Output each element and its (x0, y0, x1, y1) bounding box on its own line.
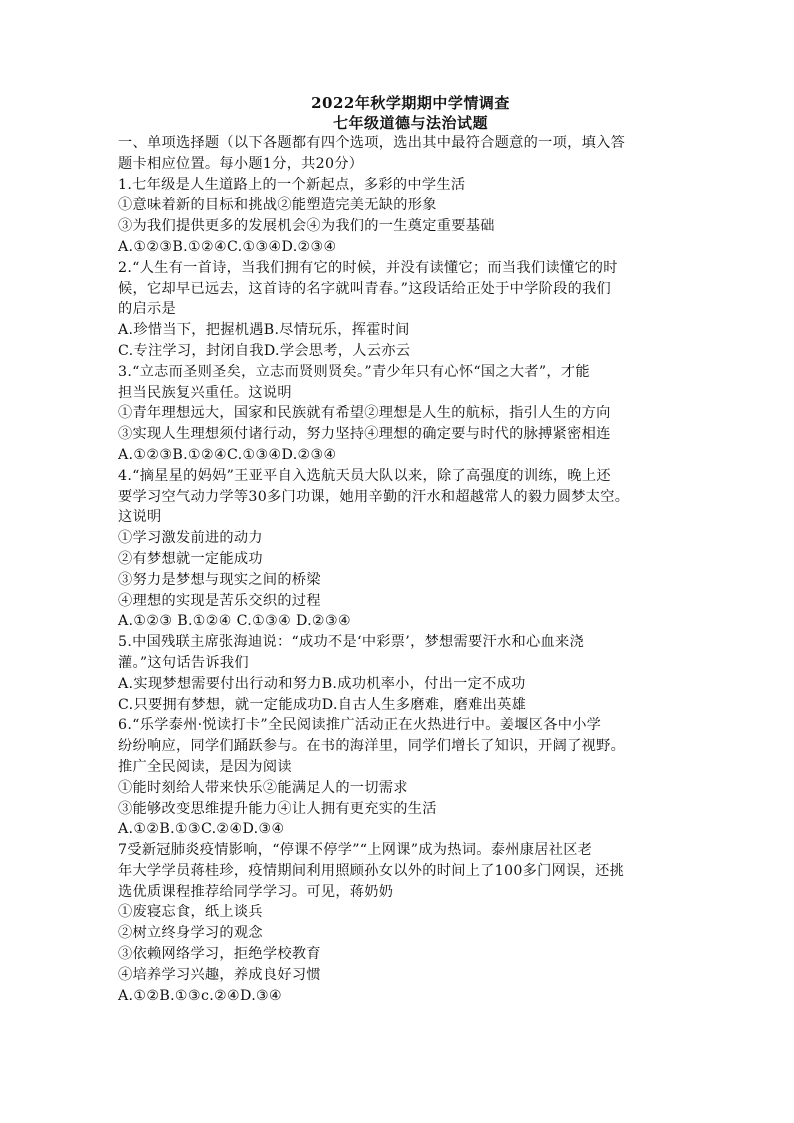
text-line: 5.中国残联主席张海迪说：“成功不是‘中彩票’，梦想需要汗水和心血来浇 (118, 634, 584, 651)
text-line: 一、单项选择题（以下各题都有四个选项，选出其中最符合题意的一项，填入答 (118, 135, 626, 151)
exam-title: 2022年秋学期期中学情调查 (311, 94, 510, 112)
text-line: A.①②B.①③C.②④D.③④ (118, 821, 285, 838)
text-line: ②树立终身学习的观念 (118, 925, 263, 942)
text-line: A.实现梦想需要付出行动和努力B.成功机率小，付出一定不成功 (118, 675, 526, 692)
text-line: 候，它却早已远去，这首诗的名字就叫青春。”这段话给正处于中学阶段的我们 (118, 280, 612, 297)
text-line: 年大学学员蒋桂珍，疫情期间利用照顾孙女以外的时间上了100多门网误，还挑 (118, 862, 625, 879)
text-line: ②有梦想就一定能成功 (118, 550, 263, 567)
text-line: 推广全民阅读，是因为阅读 (118, 758, 292, 775)
exam-page (118, 93, 683, 1006)
text-line: 要学习空气动力学等30多门功课，她用辛勤的汗水和超越常人的毅力圆梦太空。 (118, 488, 630, 505)
text-line: ④培养学习兴趣，养成良好习惯 (118, 966, 321, 983)
text-line: 4.“摘星星的妈妈”王亚平自入选航天员大队以来，除了高强度的训练，晚上还 (118, 467, 611, 484)
text-line: ①青年理想远大，国家和民族就有希望②理想是人生的航标，指引人生的方向 (118, 405, 611, 422)
text-line: A.①②③B.①②④C.①③④D.②③④ (118, 446, 337, 463)
text-line: A.①②B.①③c.②④D.③④ (118, 987, 283, 1004)
text-line: 2.“人生有一首诗，当我们拥有它的时候，并没有读懂它；而当我们读懂它的时 (118, 259, 618, 276)
text-line: A.①②③B.①②④C.①③④D.②③④ (118, 238, 337, 255)
text-line: 7受新冠肺炎疫情影响，“停课不停学”“上网课”成为热词。泰州康居社区老 (118, 842, 593, 859)
text-line: C.只要拥有梦想，就一定能成功D.自古人生多磨难，磨难出英雄 (118, 696, 527, 713)
text-line: ③努力是梦想与现实之间的桥梁 (118, 571, 321, 588)
text-line: A.珍惜当下，把握机遇B.尽情玩乐，挥霍时间 (118, 322, 410, 339)
text-line: 的启示是 (118, 301, 176, 318)
text-line: 灌。”这句话告诉我们 (118, 654, 249, 671)
text-line: ①意味着新的目标和挑战②能塑造完美无缺的形象 (118, 197, 437, 214)
text-line: ①废寝忘食，纸上谈兵 (118, 904, 263, 921)
text-line: A.①②③ B.①②④ C.①③④ D.②③④ (118, 613, 351, 630)
text-line: ③为我们提供更多的发展机会④为我们的一生奠定重要基础 (118, 218, 495, 235)
text-line: ④理想的实现是苦乐交织的过程 (118, 592, 321, 609)
text-line: 1.七年级是人生道路上的一个新起点，多彩的中学生活 (118, 176, 466, 193)
exam-subtitle: 七年级道德与法治试题 (332, 114, 488, 132)
text-line: 选优质课程推荐给同学学习。可见，蒋奶奶 (118, 883, 394, 900)
text-line: ①能时刻给人带来快乐②能满足人的一切需求 (118, 779, 408, 796)
text-line: ③实现人生理想须付诸行动，努力坚持④理想的确定要与时代的脉搏紧密相连 (118, 426, 611, 443)
text-line: 3.“立志而圣则圣矣，立志而贤则贤矣。”青少年只有心怀“国之大者”，才能 (118, 363, 590, 380)
text-line: 这说明 (118, 509, 162, 526)
text-line: 担当民族复兴重任。这说明 (118, 384, 292, 401)
text-line: 6.“乐学泰州·悦读打卡”全民阅读推广活动正在火热进行中。姜堰区各中小学 (118, 717, 602, 734)
text-line: ①学习激发前进的动力 (118, 530, 263, 547)
exam-body (118, 133, 683, 1006)
text-line: ③依赖网络学习，拒绝学校教育 (118, 946, 321, 963)
text-line: C.专注学习，封闭自我D.学会思考，人云亦云 (118, 342, 411, 359)
text-line: ③能够改变思维提升能力④让人拥有更充实的生活 (118, 800, 437, 817)
text-line: 题卡相应位置。每小题1分，共20分） (118, 155, 364, 172)
text-line: 纷纷响应，同学们踊跃参与。在书的海洋里，同学们增长了知识，开阔了视野。 (118, 738, 626, 755)
